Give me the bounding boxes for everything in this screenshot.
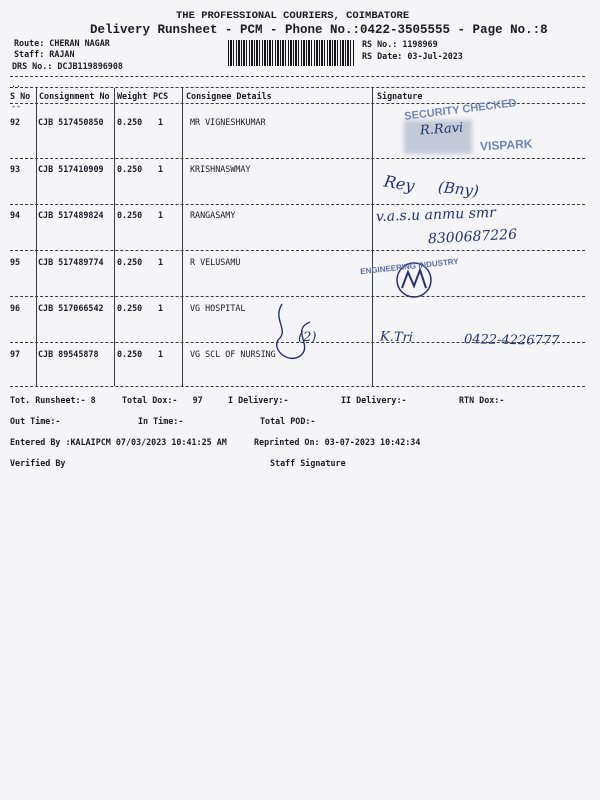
signature-92: R.Ravi: [419, 120, 464, 139]
signature-93-mark: (Bny): [437, 177, 480, 201]
vispark-stamp: VISPARK: [479, 136, 533, 154]
row-weight: 0.250: [117, 349, 143, 359]
out-time: Out Time:-: [10, 416, 61, 426]
table-dots-2: --: [11, 101, 22, 111]
row-sno: 93: [10, 164, 21, 174]
signature-96-number: (2): [298, 330, 317, 345]
total-runsheet: Tot. Runsheet:- 8: [10, 395, 96, 405]
table-dots: ..: [11, 79, 22, 89]
security-checked-stamp: SECURITY CHECKED: [403, 97, 518, 123]
col-sno: S No: [10, 91, 31, 101]
row-weight: 0.250: [117, 210, 143, 220]
row-consignment: CJB 89545878: [38, 349, 99, 359]
row-pcs: 1: [158, 303, 164, 313]
barcode: [228, 40, 354, 66]
engineering-stamp: ENGINEERING INDUSTRY: [359, 256, 460, 277]
route-label: Route: CHERAN NAGAR: [14, 38, 110, 48]
col-consignee: Consignee Details: [186, 91, 272, 101]
staff-signature: Staff Signature: [270, 458, 346, 468]
row-consignee: RANGASAMY: [190, 210, 236, 220]
row-consignment: CJB 517410909: [38, 164, 104, 174]
row-consignee: MR VIGNESHKUMAR: [190, 117, 266, 127]
row-weight: 0.250: [117, 257, 143, 267]
row-pcs: 1: [158, 117, 164, 127]
row-sno: 94: [10, 210, 21, 220]
col-consignment: Consignment No: [39, 91, 110, 101]
drs-number: DRS No.: DCJB119896908: [12, 61, 123, 71]
in-time: In Time:-: [138, 416, 184, 426]
signature-93-initials: Rey: [382, 171, 416, 196]
signature-97-name: K.Tri: [379, 329, 414, 346]
rs-number: RS No.: 1198969: [362, 39, 438, 49]
row-consignee: VG SCL OF NURSING: [190, 349, 276, 359]
ii-delivery: II Delivery:-: [341, 395, 407, 405]
col-weight: Weight: [117, 91, 148, 101]
total-pod: Total POD:-: [260, 416, 316, 426]
verified-by: Verified By: [10, 458, 66, 468]
row-sno: 95: [10, 257, 21, 267]
row-pcs: 1: [158, 210, 164, 220]
row-sno: 96: [10, 303, 21, 313]
rtn-dox: RTN Dox:-: [459, 395, 505, 405]
row-weight: 0.250: [117, 303, 143, 313]
company-name: THE PROFESSIONAL COURIERS, COIMBATORE: [176, 10, 410, 22]
row-consignment: CJB 517489824: [38, 210, 104, 220]
total-dox: Total Dox:- 97: [122, 395, 203, 405]
row-pcs: 1: [158, 257, 164, 267]
row-sno: 92: [10, 117, 21, 127]
signature-97-phone: 0422-4226777: [463, 332, 560, 349]
row-pcs: 1: [158, 349, 164, 359]
reprinted-on: Reprinted On: 03-07-2023 10:42:34: [254, 437, 421, 447]
row-consignee: KRISHNASWMAY: [190, 164, 251, 174]
col-pcs: PCS: [153, 91, 169, 101]
signature-94-phone: 8300687226: [427, 226, 518, 248]
row-pcs: 1: [158, 164, 164, 174]
i-delivery: I Delivery:-: [228, 395, 289, 405]
row-consignee: VG HOSPITAL: [190, 303, 246, 313]
row-sno: 97: [10, 349, 21, 359]
row-consignment: CJB 517489774: [38, 257, 104, 267]
row-consignment: CJB 517450850: [38, 117, 104, 127]
row-consignment: CJB 517066542: [38, 303, 104, 313]
document-title: Delivery Runsheet - PCM - Phone No.:0422-3505555 - Page No.:8: [90, 23, 548, 37]
row-weight: 0.250: [117, 117, 143, 127]
rs-date: RS Date: 03-Jul-2023: [362, 51, 463, 61]
col-signature: Signature: [377, 91, 423, 101]
entered-by: Entered By :KALAIPCM 07/03/2023 10:41:25 AM: [10, 437, 227, 447]
row-weight: 0.250: [117, 164, 143, 174]
row-consignee: R VELUSAMU: [190, 257, 241, 267]
staff-label: Staff: RAJAN: [14, 49, 75, 59]
signature-94-name: v.a.s.u anmu smr: [375, 204, 497, 226]
